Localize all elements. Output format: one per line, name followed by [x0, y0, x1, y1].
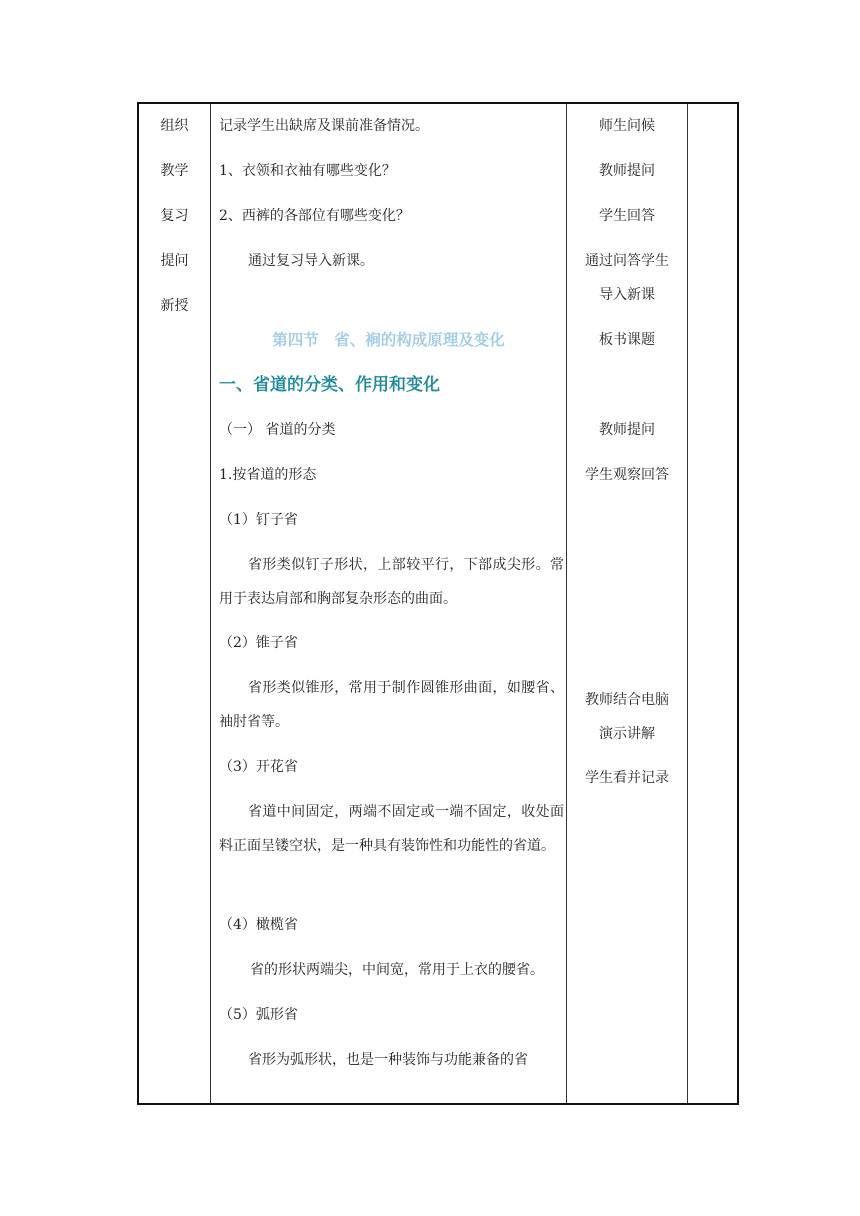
- content-line: 1.按省道的形态: [219, 467, 317, 483]
- stage-label: 复习: [160, 208, 189, 224]
- item-description: 省形类似钉子形状，上部较平行，下部成尖形。常用于表达肩部和胸部复杂形态的曲面。: [219, 557, 564, 607]
- activity-label: 学生观察回答: [585, 467, 669, 483]
- activity-label: 板书课题: [599, 332, 655, 348]
- content-line: 记录学生出缺席及课前准备情况。: [219, 118, 429, 134]
- content-column: [211, 104, 566, 1103]
- item-title: （3）开花省: [219, 759, 298, 775]
- item-description: 省道中间固定，两端不固定或一端不固定，收处面料正面呈镂空状，是一种具有装饰性和功能性的省道。: [219, 804, 564, 854]
- stage-label: 教学: [160, 163, 189, 179]
- activity-label: 学生看并记录: [585, 770, 669, 786]
- item-title: （1）钉子省: [219, 512, 298, 528]
- activity-label: 师生问候: [599, 118, 655, 134]
- item-title: （5）弧形省: [219, 1007, 298, 1023]
- item-description: 省形为弧形状，也是一种装饰与功能兼备的省: [248, 1052, 528, 1068]
- subheading: 一、省道的分类、作用和变化: [219, 375, 440, 395]
- item-description: 省形类似锥形，常用于制作圆锥形曲面，如腰省、袖肘省等。: [219, 680, 564, 730]
- section-title: 第四节 省、裥的构成原理及变化: [272, 330, 505, 349]
- content-line: 1、衣领和衣袖有哪些变化？: [219, 163, 396, 179]
- content-line: （一） 省道的分类: [219, 422, 336, 438]
- stage-label: 组织: [160, 118, 189, 134]
- stage-column: [139, 104, 210, 1103]
- stage-label: 新授: [160, 298, 189, 314]
- content-line: 通过复习导入新课。: [248, 253, 374, 269]
- item-title: （4）橄榄省: [219, 917, 298, 933]
- activity-label: 教师提问: [599, 422, 655, 438]
- item-title: （2）锥子省: [219, 635, 298, 651]
- lesson-plan-table: [137, 102, 739, 1105]
- item-description: 省的形状两端尖，中间宽，常用于上衣的腰省。: [250, 962, 544, 978]
- activity-label: 教师结合电脑演示讲解: [585, 692, 669, 742]
- activity-column: [567, 104, 687, 1103]
- activity-label: 教师提问: [599, 163, 655, 179]
- activity-label: 学生回答: [599, 208, 655, 224]
- content-line: 2、西裤的各部位有哪些变化？: [219, 208, 410, 224]
- notes-column: [688, 104, 737, 1103]
- activity-label: 通过问答学生导入新课: [585, 253, 669, 303]
- stage-label: 提问: [160, 253, 189, 269]
